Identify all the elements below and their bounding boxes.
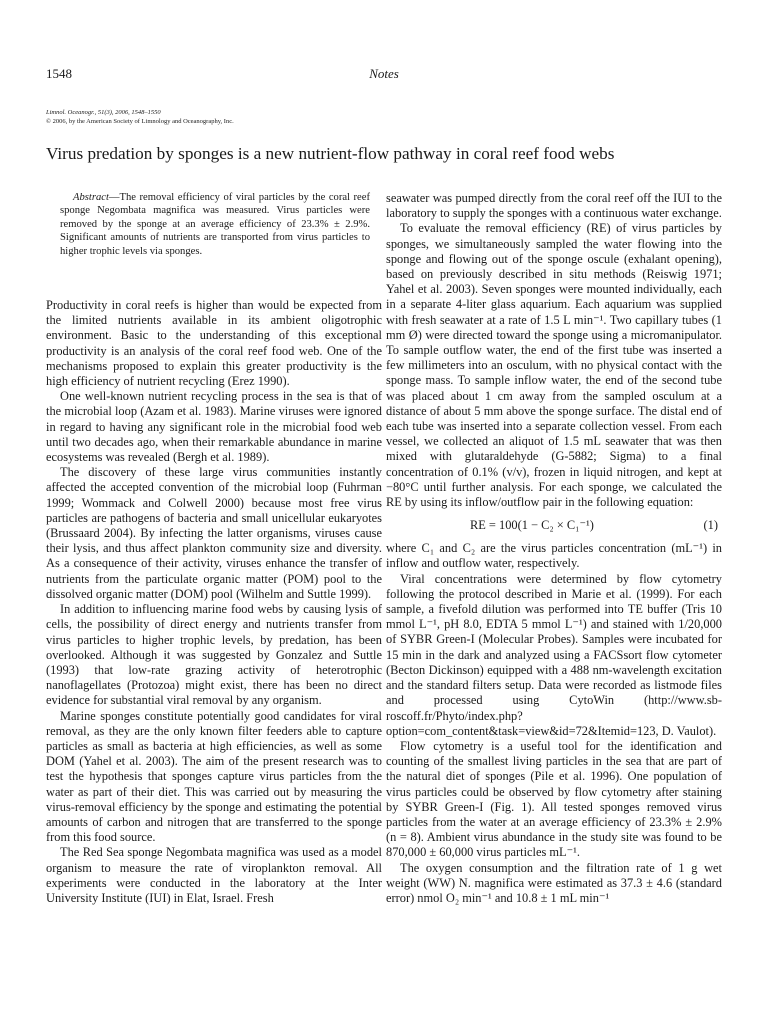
paragraph: To evaluate the removal efficiency (RE) of virus particles by sponges, we simultaneously sampled the water flowing into the sponge and flowing out of the sponge oscule (exhalant opening), based on previously described in situ methods (Reiswig 1971; Yahel et al. 2003). Seven sponges were mounted individually, each in a separate 4-liter glass aquarium. Each aquarium was supplied with fresh seawater at a rate of 1.5 L min⁻¹. Two capillary tubes (1 mm Ø) were directed toward the sponge using a micromanipulator. To sample outflow water, the end of the first tube was inserted a few millimeters into an osculum, with no physical contact with the sponge mass. To sample inflow water, the end of the second tube was placed about 1 cm away from the sampled osculum at a distance of about 5 mm above the sponge surface. The distal end of each tube was inserted into a separate collection vessel. From each vessel, we collected an aliquot of 1.5 mL seawater that was then mixed with glutaraldehyde (G-5882; Sigma) to a final concentration of 0.1% (v/v), frozen in liquid nitrogen, and kept at −80°C until further analysis. For each sponge, we calculated the RE by using its inflow/outflow pair in the following equation: <box>386 221 722 510</box>
right-column <box>386 191 722 906</box>
paragraph: The oxygen consumption and the filtration rate of 1 g wet weight (WW) N. magnifica were estimated as 37.3 ± 4.6 (standard error) nmol O₂ min⁻¹ and 10.8 ± 1 mL min⁻¹ <box>386 860 722 905</box>
abstract-lead: Abstract <box>73 192 109 203</box>
equation <box>386 515 722 536</box>
left-column <box>46 191 382 906</box>
equation-body: RE = 100(1 − C₂ × C₁⁻¹) <box>470 518 594 533</box>
abstract-text: —The removal efficiency of viral particles by the coral reef sponge Negombata magnifica was measured. Virus particles were removed by the sponge at an average efficiency of 23.3% ± 2.9%. Significant amounts of nutrients are transported from virus particles to higher trophic levels via sponges. <box>60 192 370 257</box>
paragraph: where C₁ and C₂ are the virus particles concentration (mL⁻¹) in inflow and outflow water, respectively. <box>386 541 722 571</box>
journal-info <box>46 108 234 126</box>
paragraph: Flow cytometry is a useful tool for the identification and counting of the smallest living particles in the sea that are part of the natural diet of sponges (Pile et al. 1996). One population of virus particles could be observed by flow cytometry after staining by SYBR Green-I (Fig. 1). All tested sponges removed virus particles from the water at an average efficiency of 23.3% ± 2.9% (n = 8). Ambient virus abundance in the study site was found to be 870,000 ± 60,000 virus particles mL⁻¹. <box>386 738 722 860</box>
equation-number: (1) <box>703 518 718 533</box>
paragraph: Marine sponges constitute potentially good candidates for viral removal, as they are the only known filter feeders able to capture particles as small as bacteria at high efficiencies, as well as some DOM (Yahel et al. 2003). The aim of the present research was to test the hypothesis that sponges capture virus particles from the water as part of their diet. This was carried out by measuring the virus-removal efficiency by the sponge and estimating the potential amounts of carbon and nitrogen that are transferred to the sponge from this food source. <box>46 708 382 845</box>
paragraph: seawater was pumped directly from the coral reef off the IUI to the laboratory to supply the sponges with a continuous water exchange. <box>386 191 722 221</box>
journal-citation: Limnol. Oceanogr., 51(3), 2006, 1548–1550 <box>46 109 161 116</box>
copyright-notice: © 2006, by the American Society of Limnology and Oceanography, Inc. <box>46 118 234 125</box>
paragraph: Productivity in coral reefs is higher than would be expected from the limited nutrients available in its ambient oligotrophic environment. Basic to the understanding of this exceptional productivity is an analysis of the coral reef food web. One of the mechanisms proposed to explain this greater productivity is the high efficiency of nutrient recycling (Erez 1990). <box>46 298 382 389</box>
running-head: Notes <box>369 66 399 81</box>
paragraph: Viral concentrations were determined by flow cytometry following the protocol described in Marie et al. (1999). For each sample, a fivefold dilution was performed into TE buffer (Tris 10 mmol L⁻¹, pH 8.0, EDTA 5 mmol L⁻¹) and stained with 1/20,000 of SYBR Green-I (Molecular Probes). Samples were incubated for 15 min in the dark and analyzed using a FACSsort flow cytometer (Becton Dickinson) equipped with a 488 nm-wavelength excitation and the standard filters setup. Data were recorded as listmode files and processed using CytoWin (http://www.sb-roscoff.fr/Phyto/index.php?option=com_content&task=view&id=72&Itemid=123, D. Vaulot). <box>386 571 722 738</box>
paragraph: In addition to influencing marine food webs by causing lysis of cells, the possibility of direct energy and nutrients transfer from virus particles to higher trophic levels, by predation, has been overlooked. Although it was suggested by Gonzalez and Suttle (1993) that low-rate grazing activity of heterotrophic nanoflagellates (Protozoa) might exist, there has been no direct evidence for substantial viral removal by any organism. <box>46 602 382 708</box>
paragraph: One well-known nutrient recycling process in the sea is that of the microbial loop (Azam et al. 1983). Marine viruses were ignored in regard to having any significant role in the microbial food web until two decades ago, when their remarkable abundance in marine ecosystems was revealed (Bergh et al. 1989). <box>46 389 382 465</box>
abstract <box>46 191 382 258</box>
paragraph: The discovery of these large virus communities instantly affected the accepted convention of the microbial loop (Fuhrman 1999; Wommack and Colwell 2000) because most free virus particles are pathogens of bacteria and small unicellular eukaryotes (Brussaard 2004). By infecting the latter organisms, viruses cause their lysis, and thus affect plankton community size and diversity. As a consequence of their activity, viruses enhance the transfer of nutrients from the particulate organic matter (POM) pool to the dissolved organic matter (DOM) pool (Wilhelm and Suttle 1999). <box>46 465 382 601</box>
paragraph: The Red Sea sponge Negombata magnifica was used as a model organism to measure the rate of viroplankton removal. All experiments were conducted in the laboratory at the Inter University Institute (IUI) in Elat, Israel. Fresh <box>46 845 382 905</box>
article-title: Virus predation by sponges is a new nutrient-flow pathway in coral reef food webs <box>46 144 615 163</box>
page-number: 1548 <box>46 66 72 81</box>
